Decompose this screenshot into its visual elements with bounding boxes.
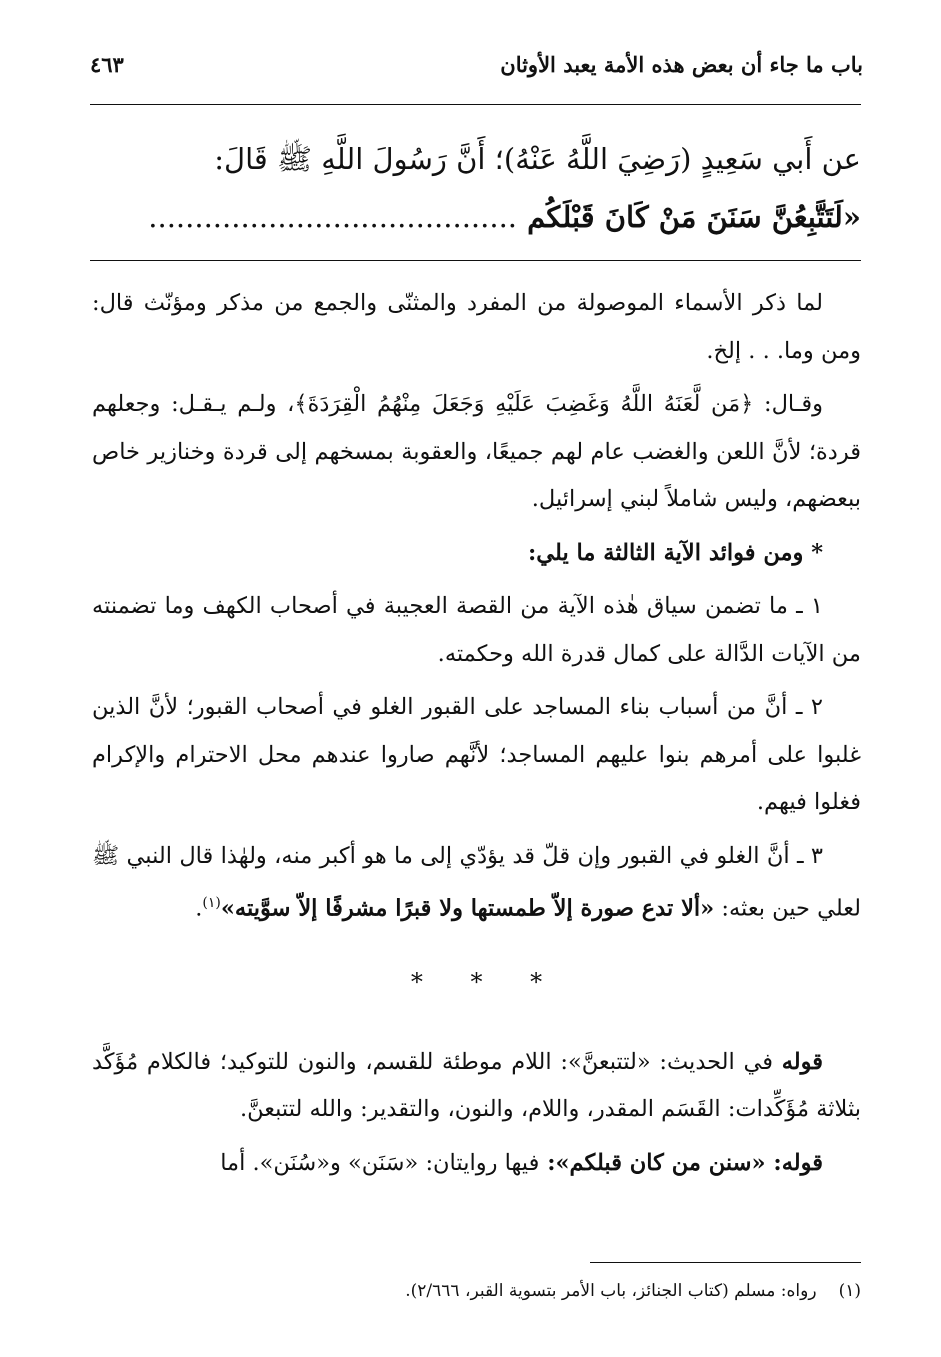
section-heading: * ومن فوائد الآية الثالثة ما يلي: (527, 539, 823, 566)
page-number: ٤٦٣ (90, 52, 124, 77)
quran-verse: ﴿مَن لَّعَنَهُ اللَّهُ وَغَضِبَ عَلَيْهِ وَجَعَلَ مِنْهُمُ الْقِرَدَةَ﴾ (294, 391, 754, 417)
benefit-item-2: ٢ ـ أنَّ من أسباب بناء المساجد على القبور الغلو في أصحاب القبور؛ لأنَّ الذين غلبوا على أمرهم بنوا عليهم المساجد؛ لأنَّهم صاروا عندهم محل الاحترام والإكرام فغلوا فيهم. (92, 694, 861, 815)
prophetic-quote: «ألا تدع صورة إلاّ طمستها ولا قبرًا مشرفًا إلاّ سوَّيته» (220, 895, 715, 922)
hadith-matn: «لَتَتَّبِعُنَّ سَنَنَ مَنْ كَانَ قَبْلَكُم (527, 200, 861, 234)
running-header (90, 52, 863, 77)
paragraph-5-text: فيها روايتان: «سَنَن» و«سُنَن». أما (220, 1149, 540, 1176)
section-separator: * * * (410, 968, 543, 996)
benefit-item-3-end: . (195, 895, 203, 922)
footnote (200, 1278, 861, 1304)
hadith-rule (90, 260, 861, 261)
paragraph-2 (92, 381, 861, 524)
paragraph-5-lead: قوله: «سنن من كان قبلكم»: (539, 1149, 823, 1176)
paragraph-4 (92, 1039, 861, 1134)
paragraph-1: لما ذكر الأسماء الموصولة من المفرد والمثنّى والجمع من مذكر ومؤنّث قال: ومن وما. . . إلخ. (92, 290, 861, 364)
paragraph-5 (92, 1140, 861, 1188)
benefit-item-3 (92, 833, 861, 934)
benefit-item-3-text: ٣ ـ أنَّ الغلو في القبور وإن قلّ قد يؤدّي إلى ما هو أكبر منه، ولهٰذا قال النبي ﷺ لعلي حين بعثه: (92, 842, 861, 922)
footnote-text: رواه: مسلم (كتاب الجنائز، باب الأمر بتسوية القبر، ٢/٦٦٦). (405, 1281, 817, 1301)
footnote-reference: (١) (202, 895, 221, 911)
footnote-number: (١) (838, 1281, 861, 1301)
footnote-rule (590, 1262, 861, 1263)
hadith-line-2 (100, 188, 861, 246)
paragraph-4-text: في الحديث: «لتتبعنَّ»: اللام موطئة للقسم، والنون للتوكيد؛ فالكلام مُؤَكَّد بثلاثة مُؤَكِّدات: القَسَم المقدر، واللام، والنون، والتقدير: والله لتتبعنَّ. (92, 1048, 861, 1122)
chapter-title: باب ما جاء أن بعض هذه الأمة يعبد الأوثان (500, 52, 863, 77)
hadith-line-1: عن أَبي سَعِيدٍ (رَضِيَ اللَّهُ عَنْهُ)؛ أَنَّ رَسُولَ اللَّهِ ﷺ قَالَ: (214, 142, 861, 176)
paragraph-2-rest: ، ولـم يـقـل: وجعلهم قردة؛ لأنَّ اللعن والغضب عام لهم جميعًا، والعقوبة بمسخهم إلى قردة وخنازير خاص ببعضهم، وليس شاملاً لبني إسرائيل. (92, 391, 861, 512)
paragraph-4-lead: قوله (781, 1048, 823, 1075)
benefit-item-1: ١ ـ ما تضمن سياق هٰذه الآية من القصة العجيبة في أصحاب الكهف وما تضمنته من الآيات الدَّالة على كمال قدرة الله وحكمته. (92, 593, 861, 667)
header-rule (90, 104, 861, 105)
hadith-dots: ........................................ (148, 200, 518, 234)
paragraph-2-intro: وقـال: (753, 391, 823, 417)
commentary (92, 280, 861, 1193)
hadith-text (100, 130, 861, 246)
